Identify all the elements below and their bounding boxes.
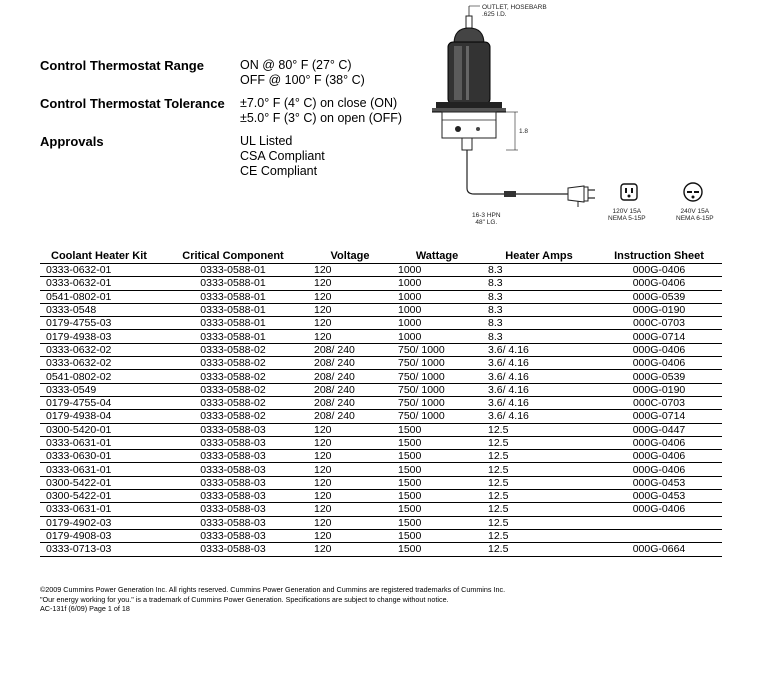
table-cell: 0333-0588-01 <box>158 290 308 303</box>
table-row <box>40 290 722 303</box>
table-cell <box>596 516 722 529</box>
table-cell: 1000 <box>392 290 482 303</box>
heater-drawing <box>418 2 738 234</box>
table-cell: 750/ 1000 <box>392 343 482 356</box>
table-cell: 0333-0588-03 <box>158 423 308 436</box>
table-cell: 0333-0632-01 <box>40 277 158 290</box>
table-cell: 000G-0664 <box>596 543 722 556</box>
cord-label <box>472 212 501 226</box>
table-row <box>40 463 722 476</box>
table-row <box>40 264 722 277</box>
table-cell: 0179-4755-03 <box>40 317 158 330</box>
table-cell: 000G-0406 <box>596 450 722 463</box>
table-cell: 0333-0588-03 <box>158 543 308 556</box>
table-cell: 000G-0453 <box>596 476 722 489</box>
table-cell: 000G-0714 <box>596 410 722 423</box>
table-cell: 8.3 <box>482 277 596 290</box>
plug-label-line: NEMA 5-15P <box>608 215 646 222</box>
column-header: Wattage <box>392 248 482 264</box>
table-cell: 120 <box>308 529 392 542</box>
table-row <box>40 543 722 556</box>
table-cell: 0333-0588-03 <box>158 490 308 503</box>
table-cell: 1500 <box>392 476 482 489</box>
table-cell: 0333-0588-01 <box>158 317 308 330</box>
column-header: Instruction Sheet <box>596 248 722 264</box>
table-cell: 0333-0588-03 <box>158 463 308 476</box>
table-cell: 0333-0588-01 <box>158 277 308 290</box>
table-cell: 0333-0588-01 <box>158 330 308 343</box>
table-cell: 0333-0548 <box>40 303 158 316</box>
table-cell: 000G-0406 <box>596 343 722 356</box>
table-cell: 000G-0406 <box>596 357 722 370</box>
table-cell: 000G-0406 <box>596 277 722 290</box>
plug-label-line: NEMA 6-15P <box>676 215 714 222</box>
table-cell: 0333-0631-01 <box>40 503 158 516</box>
table-cell: 0179-4938-04 <box>40 410 158 423</box>
table-cell: 3.6/ 4.16 <box>482 383 596 396</box>
table-cell: 12.5 <box>482 516 596 529</box>
table-cell: 0333-0588-03 <box>158 503 308 516</box>
table-cell: 000G-0447 <box>596 423 722 436</box>
table-cell: 750/ 1000 <box>392 410 482 423</box>
table-cell: 120 <box>308 290 392 303</box>
table-cell: 12.5 <box>482 450 596 463</box>
cord-label-line: 48" LG. <box>475 219 498 226</box>
column-header: Critical Component <box>158 248 308 264</box>
spec-value: ON @ 80° F (27° C) <box>240 58 352 72</box>
table-row <box>40 490 722 503</box>
table-cell: 1500 <box>392 423 482 436</box>
table-cell: 0333-0588-01 <box>158 303 308 316</box>
table-cell: 1500 <box>392 529 482 542</box>
table-cell: 750/ 1000 <box>392 396 482 409</box>
spec-value: OFF @ 100° F (38° C) <box>240 73 365 87</box>
table-cell: 0179-4938-03 <box>40 330 158 343</box>
spec-label: Control Thermostat Range <box>40 58 204 73</box>
parts-table <box>40 248 722 557</box>
spec-label: Approvals <box>40 134 104 149</box>
table-cell: 1000 <box>392 303 482 316</box>
table-cell: 12.5 <box>482 543 596 556</box>
table-header-row <box>40 248 722 264</box>
table-cell: 120 <box>308 330 392 343</box>
column-header: Heater Amps <box>482 248 596 264</box>
table-row <box>40 277 722 290</box>
table-row <box>40 503 722 516</box>
table-cell: 120 <box>308 463 392 476</box>
table-cell: 000G-0190 <box>596 383 722 396</box>
table-cell: 12.5 <box>482 436 596 449</box>
footer-page-info: AC-131f (6/09) Page 1 of 18 <box>40 604 130 613</box>
plug-label-line: 120V 15A <box>612 208 642 215</box>
table-cell: 750/ 1000 <box>392 357 482 370</box>
table-cell: 8.3 <box>482 317 596 330</box>
table-cell: 3.6/ 4.16 <box>482 410 596 423</box>
table-cell: 000G-0453 <box>596 490 722 503</box>
table-cell: 120 <box>308 436 392 449</box>
table-cell: 3.6/ 4.16 <box>482 343 596 356</box>
table-cell: 1000 <box>392 277 482 290</box>
table-row <box>40 529 722 542</box>
table-cell: 0333-0713-03 <box>40 543 158 556</box>
table-cell: 120 <box>308 303 392 316</box>
table-row <box>40 516 722 529</box>
table-cell: 0333-0588-02 <box>158 410 308 423</box>
table-cell: 120 <box>308 516 392 529</box>
table-cell: 000C-0703 <box>596 317 722 330</box>
table-cell: 0333-0632-02 <box>40 343 158 356</box>
table-cell: 120 <box>308 264 392 277</box>
table-cell: 0333-0588-03 <box>158 476 308 489</box>
table-cell: 8.3 <box>482 303 596 316</box>
table-cell: 208/ 240 <box>308 343 392 356</box>
table-cell: 0333-0588-03 <box>158 529 308 542</box>
table-cell: 1500 <box>392 490 482 503</box>
table-cell: 8.3 <box>482 330 596 343</box>
spec-value: ±7.0° F (4° C) on close (ON) <box>240 96 398 110</box>
table-cell: 1500 <box>392 503 482 516</box>
table-cell: 208/ 240 <box>308 357 392 370</box>
table-row <box>40 383 722 396</box>
outlet-label <box>482 4 547 18</box>
spec-value: CE Compliant <box>240 164 318 178</box>
table-cell: 0333-0588-01 <box>158 264 308 277</box>
footer <box>40 585 505 614</box>
table-cell: 120 <box>308 277 392 290</box>
table-cell: 0333-0549 <box>40 383 158 396</box>
table-row <box>40 370 722 383</box>
table-cell: 0333-0588-02 <box>158 370 308 383</box>
table-cell: 120 <box>308 490 392 503</box>
table-cell: 000G-0406 <box>596 503 722 516</box>
table-cell: 000G-0714 <box>596 330 722 343</box>
table-cell: 120 <box>308 476 392 489</box>
spec-values <box>240 96 402 126</box>
table-cell: 208/ 240 <box>308 383 392 396</box>
table-cell: 120 <box>308 503 392 516</box>
table-row <box>40 396 722 409</box>
table-cell: 000G-0406 <box>596 436 722 449</box>
table-row <box>40 330 722 343</box>
table-cell: 3.6/ 4.16 <box>482 396 596 409</box>
spec-values <box>240 134 325 179</box>
table-cell: 0300-5420-01 <box>40 423 158 436</box>
table-cell: 1500 <box>392 516 482 529</box>
table-cell: 0333-0588-02 <box>158 343 308 356</box>
table-cell: 0179-4908-03 <box>40 529 158 542</box>
footer-trademark: "Our energy working for you." is a trademark of Cummins Power Generation. Specifications are subject to change without notice. <box>40 594 449 604</box>
table-cell: 750/ 1000 <box>392 383 482 396</box>
table-cell: 1000 <box>392 317 482 330</box>
table-row <box>40 450 722 463</box>
column-header: Voltage <box>308 248 392 264</box>
table-cell: 1500 <box>392 463 482 476</box>
heater-illustration <box>418 2 738 234</box>
table-cell: 0333-0588-02 <box>158 396 308 409</box>
table-cell: 0300-5422-01 <box>40 490 158 503</box>
table-cell: 12.5 <box>482 490 596 503</box>
table-row <box>40 317 722 330</box>
table-cell: 8.3 <box>482 264 596 277</box>
table-cell: 1000 <box>392 330 482 343</box>
outlet-label-line: OUTLET, HOSEBARB <box>482 4 547 11</box>
spec-value: ±5.0° F (3° C) on open (OFF) <box>240 111 403 125</box>
table-cell: 12.5 <box>482 463 596 476</box>
table-cell: 000G-0406 <box>596 463 722 476</box>
spec-values <box>240 58 365 88</box>
table-row <box>40 410 722 423</box>
table-cell: 120 <box>308 423 392 436</box>
table-cell: 1500 <box>392 436 482 449</box>
table-cell: 000G-0539 <box>596 290 722 303</box>
table-cell: 120 <box>308 450 392 463</box>
plug-label-line: 240V 15A <box>680 208 710 215</box>
table-cell: 120 <box>308 543 392 556</box>
table-cell: 0300-5422-01 <box>40 476 158 489</box>
table-cell: 12.5 <box>482 503 596 516</box>
table-cell: 000G-0539 <box>596 370 722 383</box>
table-cell: 000G-0406 <box>596 264 722 277</box>
table-cell: 0541-0802-02 <box>40 370 158 383</box>
table-cell: 1500 <box>392 450 482 463</box>
table-row <box>40 423 722 436</box>
table-cell: 0333-0588-02 <box>158 383 308 396</box>
table-cell: 0541-0802-01 <box>40 290 158 303</box>
table-cell: 000C-0703 <box>596 396 722 409</box>
table-cell: 0333-0588-03 <box>158 516 308 529</box>
table-row <box>40 476 722 489</box>
table-cell: 12.5 <box>482 529 596 542</box>
cord-label-line: 16-3 HPN <box>472 212 501 219</box>
table-cell: 3.6/ 4.16 <box>482 357 596 370</box>
table-cell: 1500 <box>392 543 482 556</box>
table-cell: 0333-0631-01 <box>40 436 158 449</box>
table-cell: 750/ 1000 <box>392 370 482 383</box>
table-row <box>40 357 722 370</box>
table-cell: 1000 <box>392 264 482 277</box>
column-header: Coolant Heater Kit <box>40 248 158 264</box>
spec-value: CSA Compliant <box>240 149 325 163</box>
table-cell: 0179-4902-03 <box>40 516 158 529</box>
spec-value: UL Listed <box>240 134 293 148</box>
table-cell: 0333-0631-01 <box>40 463 158 476</box>
outlet-label-line: .625 I.D. <box>482 11 507 18</box>
plug-120-label <box>608 208 646 222</box>
table-cell: 12.5 <box>482 476 596 489</box>
footer-copyright: ©2009 Cummins Power Generation Inc. All rights reserved. Cummins Power Generation and Cummins are registered trademarks of Cummins Inc. <box>40 585 506 594</box>
table-cell: 0333-0632-01 <box>40 264 158 277</box>
table-row <box>40 303 722 316</box>
spec-label: Control Thermostat Tolerance <box>40 96 225 111</box>
table-cell: 0179-4755-04 <box>40 396 158 409</box>
table-row <box>40 343 722 356</box>
table-cell: 0333-0632-02 <box>40 357 158 370</box>
plug-240-label <box>676 208 714 222</box>
table-cell: 208/ 240 <box>308 370 392 383</box>
table-cell: 208/ 240 <box>308 396 392 409</box>
dimension-label: 1.8 <box>519 128 529 135</box>
table-cell: 12.5 <box>482 423 596 436</box>
table-cell: 0333-0588-03 <box>158 436 308 449</box>
table-cell: 8.3 <box>482 290 596 303</box>
table-cell: 0333-0588-02 <box>158 357 308 370</box>
table-cell: 208/ 240 <box>308 410 392 423</box>
table-row <box>40 436 722 449</box>
table-cell: 0333-0588-03 <box>158 450 308 463</box>
table-cell: 0333-0630-01 <box>40 450 158 463</box>
table-cell: 120 <box>308 317 392 330</box>
table-cell: 3.6/ 4.16 <box>482 370 596 383</box>
table-cell <box>596 529 722 542</box>
table-cell: 000G-0190 <box>596 303 722 316</box>
table-body <box>40 264 722 557</box>
